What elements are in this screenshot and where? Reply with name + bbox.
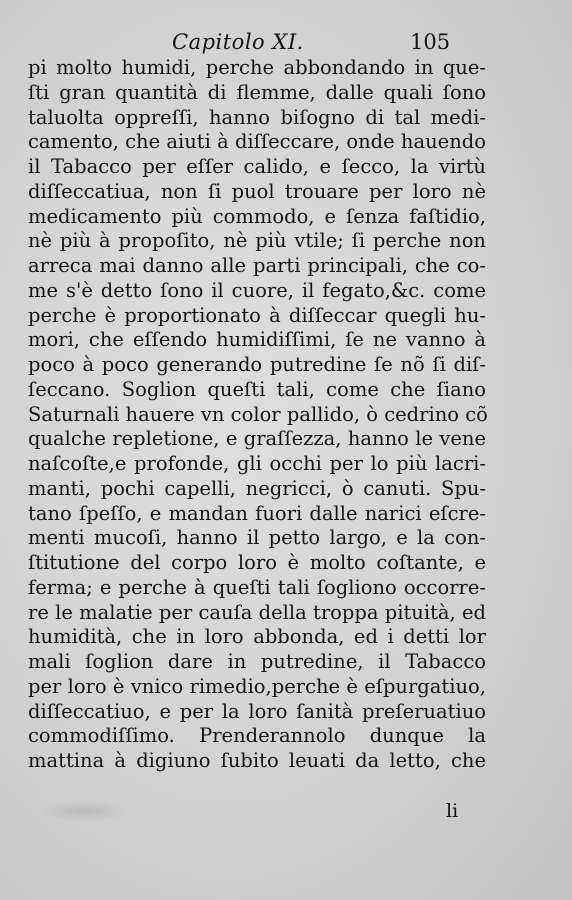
text-line: diſſeccatiuo, e per la loro ſanità preſeruatiuo [28,699,486,723]
text-line: per loro è vnico rimedio,perche è eſpurgatiuo, [28,674,486,698]
text-line: arreca mai danno alle parti principali, che co- [28,254,486,277]
text-line: diſſeccatiua, non ſi puol trouare per loro nè [28,179,486,203]
text-line: nè più à propoſito, nè più vtile; ſi perche non [28,229,486,253]
catchword: li [446,800,459,822]
text-line: naſcoſte,e profonde, gli occhi per lo più lacri- [28,452,486,475]
text-line: medicamento più commodo, e ſenza faſtidio, [28,204,486,228]
ink-smudge [40,800,130,822]
text-line: pi molto humidi, perche abbondando in que- [28,56,486,79]
text-line: manti, pochi capelli, negricci, ò canuti. Spu- [28,476,486,500]
text-line: ferma; e perche à queſti tali ſogliono occorre- [28,575,486,599]
text-line: commodiſſimo. Prenderannolo dunque la [28,724,486,748]
text-line: il Tabacco per eſſer calido, e ſecco, la virtù [28,155,486,178]
text-line: mattina à digiuno ſubito leuati da letto, che [28,749,486,772]
text-line: perche è proportionato à diſſeccar quegli hu- [28,303,486,327]
text-line: poco à poco generando putredine ſe nõ ſi diſ- [28,353,486,376]
text-line: ſtitutione del corpo loro è molto coſtante, e [28,551,486,574]
text-line: taluolta oppreſſi, hanno biſogno di tal medi- [28,105,486,129]
text-line: mori, che eſſendo humidiſſimi, ſe ne vanno à [28,328,486,352]
text-line: tano ſpeſſo, e mandan fuori dalle narici eſcre- [28,501,486,525]
page-number: 105 [410,30,451,54]
text-line: camento, che aiuti à diſſeccare, onde hauendo [28,130,486,154]
body-text [28,56,486,774]
text-line: me s'è detto ſono il cuore, il fegato,&c. come [28,278,486,302]
running-head: Capitolo XI. [172,30,304,54]
text-line: qualche repletione, e graſſezza, hanno le vene [28,427,486,451]
text-line: re le malatie per cauſa della troppa pituità, ed [28,600,486,624]
text-line: Saturnali hauere vn color pallido, ò cedrino cõ [28,402,488,426]
text-line: mali ſoglion dare in putredine, il Tabacco [28,650,486,673]
text-line: ſeccano. Soglion queſti tali, come che ſiano [28,377,486,401]
text-line: ſti gran quantità di flemme, dalle quali ſono [28,80,486,104]
text-line: menti mucoſi, hanno il petto largo, e la con- [28,526,486,550]
text-line: humidità, che in loro abbonda, ed i detti lor [28,625,486,649]
